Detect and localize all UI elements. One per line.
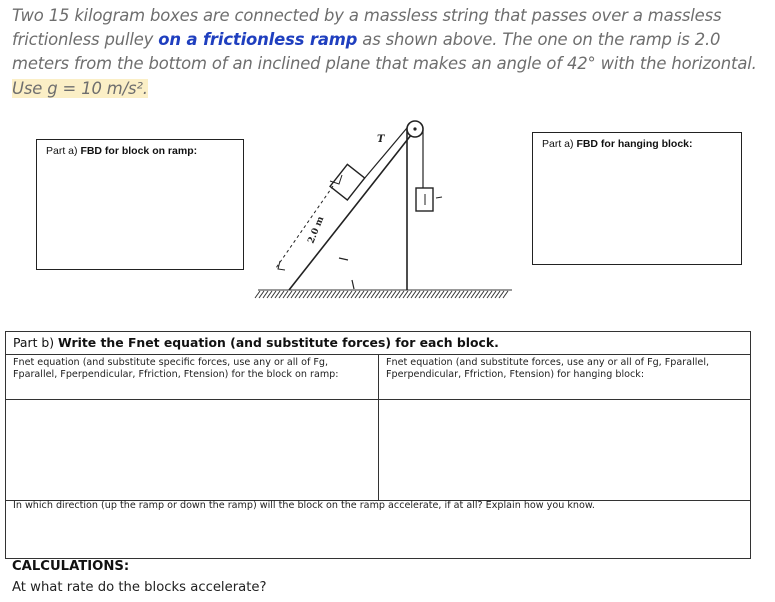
calculations-title: CALCULATIONS: [12,559,130,574]
fnet-equation-table [5,331,751,559]
direction-question: In which direction (up the ramp or down the ramp) will the block on the ramp accelerate, if at all? Explain how you know. [13,500,595,511]
problem-highlight: on a frictionless ramp [158,30,358,50]
ramp-incline [289,130,415,290]
ramp-block [330,164,365,200]
hanging-equation-cell[interactable] [379,354,750,501]
tension-label: T [377,134,385,145]
ramp-equation-prompt: Fnet equation (and substitute specific forces, use any or all of Fg, Fparallel, Fperpendicular, Ffriction, Ftension) for the block on ramp: [13,357,339,381]
ground-hatching [255,290,512,298]
table-header: Part b) Write the Fnet equation (and substitute forces) for each block. [6,332,750,355]
hanging-equation-divider [379,399,750,400]
distance-label: 2.0 m [306,215,327,246]
distance-arrow-bottom [278,261,285,270]
fbd-ramp-label: Part a) FBD for block on ramp: [46,145,198,157]
fbd-hanging-label: Part a) FBD for hanging block: [542,138,693,150]
ramp-equation-cell[interactable] [6,354,379,501]
incline-angle-marker [339,258,348,260]
problem-text-before: Two 15 kilogram boxes are connected by a massless string that passes over a massless frictionless pulley [12,6,722,50]
gravity-note: Use g = 10 m/s². [12,78,148,98]
fbd-ramp-box[interactable] [36,139,244,270]
problem-text-after: as shown above. The one on the ramp is 2.0 meters from the bottom of an inclined plane that makes an angle of 42° with the horizontal. [12,30,757,74]
fbd-hanging-box[interactable] [532,132,742,265]
distance-dimension-line [276,186,333,268]
problem-statement [12,4,770,101]
pulley-axle [413,127,416,130]
ramp-equation-divider [6,399,378,400]
base-marker [352,280,354,289]
calculations-question: At what rate do the blocks accelerate? [12,580,267,595]
hanging-equation-prompt: Fnet equation (and substitute forces, use any or all of Fg, Fparallel, Fperpendicular, Ffriction, Ftension) for hanging block: [386,357,710,381]
pulley-ramp-diagram [252,112,516,304]
hanging-block-tick [436,197,442,198]
